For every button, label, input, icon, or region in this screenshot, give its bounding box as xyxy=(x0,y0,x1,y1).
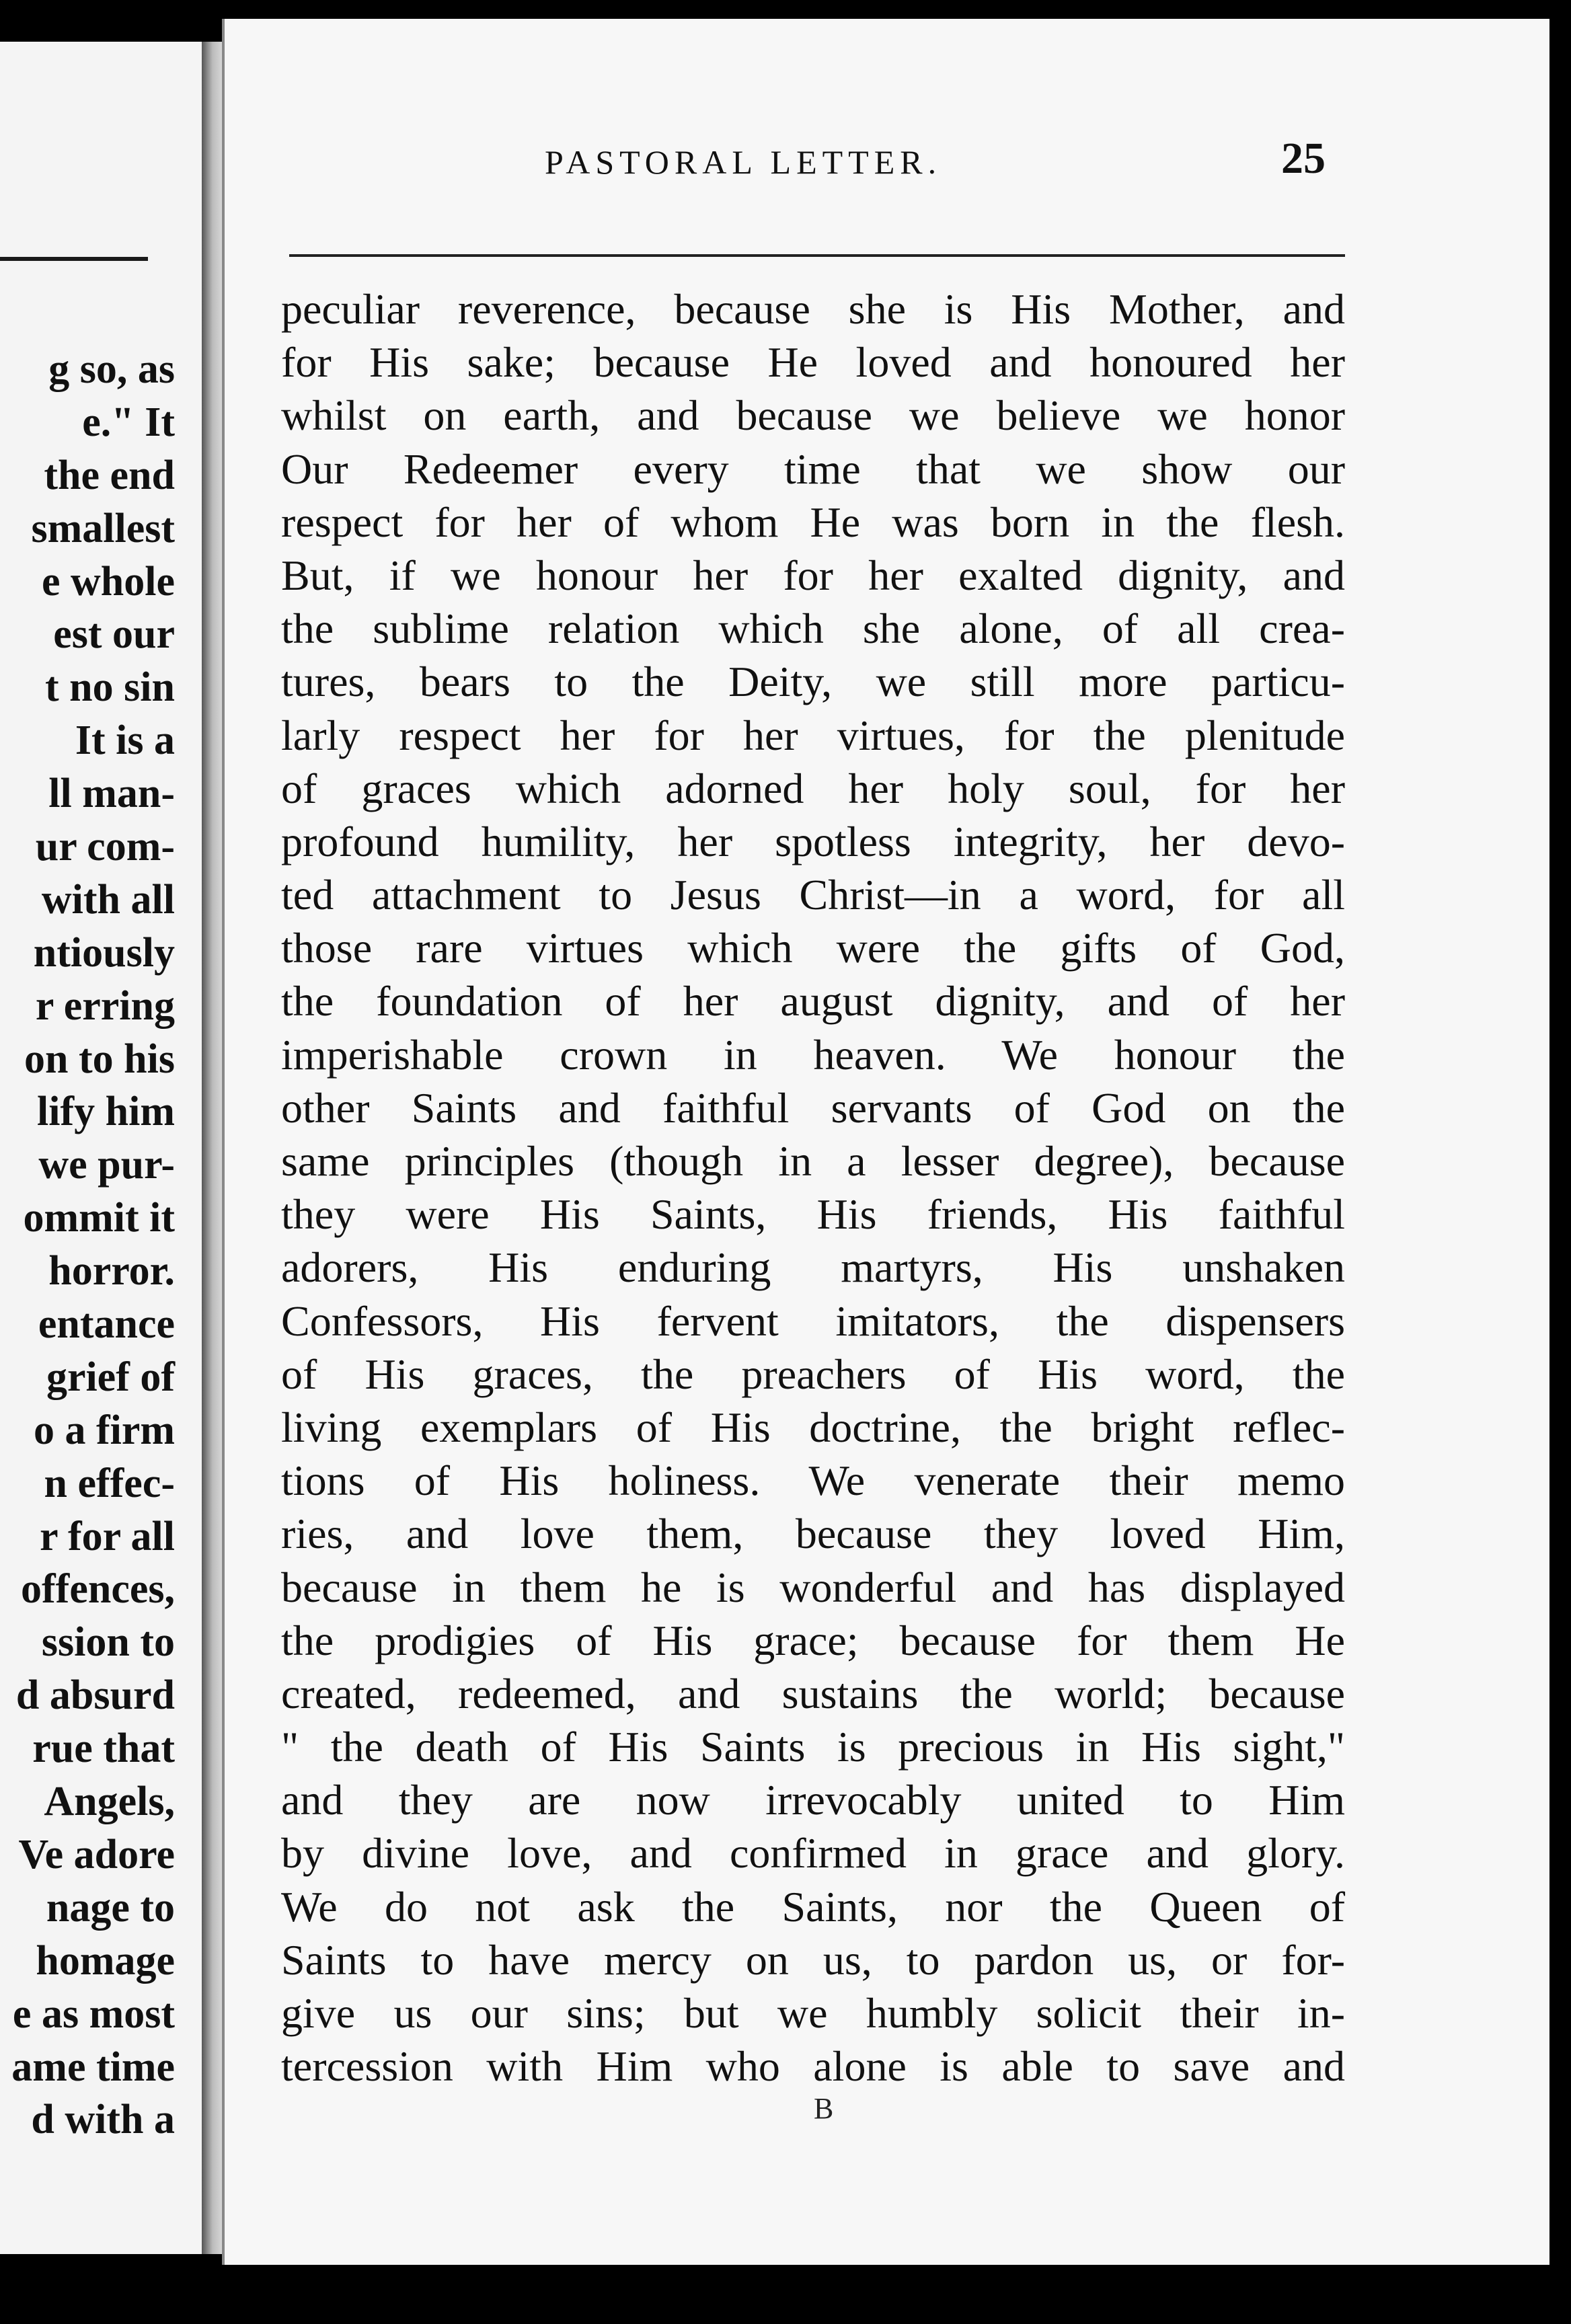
text-line: Our Redeemer every time that we show our xyxy=(281,444,1345,493)
left-page-line: ommit it xyxy=(23,1195,175,1241)
left-page-line: ame time xyxy=(11,2044,175,2090)
left-page-line: r erring xyxy=(35,982,175,1029)
text-line: But, if we honour her for her exalted dignity, and xyxy=(281,551,1345,599)
text-line: give us our sins; but we humbly solicit their in- xyxy=(281,1989,1345,2037)
left-page-line: est our xyxy=(53,611,175,658)
body-text xyxy=(281,282,1345,2093)
page-number: 25 xyxy=(1281,134,1326,183)
text-line: respect for her of whom He was born in the flesh. xyxy=(281,498,1345,546)
text-line: adorers, His enduring martyrs, His unshaken xyxy=(281,1243,1345,1292)
text-line: larly respect her for her virtues, for the plenitude xyxy=(281,711,1345,759)
left-page-line: e whole xyxy=(41,558,175,605)
left-page-line: d absurd xyxy=(15,1672,175,1719)
text-line: of His graces, the preachers of His word, the xyxy=(281,1350,1345,1398)
text-line: living exemplars of His doctrine, the bright reflec- xyxy=(281,1403,1345,1451)
left-page-line: d with a xyxy=(31,2097,175,2143)
text-line: tures, bears to the Deity, we still more particu- xyxy=(281,658,1345,706)
text-line: same principles (though in a lesser degree), because xyxy=(281,1137,1345,1185)
left-page-line: nage to xyxy=(46,1884,175,1931)
text-line: for His sake; because He loved and honoured her xyxy=(281,338,1345,387)
text-line: " the death of His Saints is precious in His sight," xyxy=(281,1723,1345,1771)
text-line: and they are now irrevocably united to Him xyxy=(281,1776,1345,1824)
left-page-line: the end xyxy=(44,452,175,498)
text-line: tions of His holiness. We venerate their memo xyxy=(281,1457,1345,1505)
text-line: created, redeemed, and sustains the world; because xyxy=(281,1669,1345,1717)
running-head: PASTORAL LETTER. xyxy=(545,143,942,181)
left-page-line: grief of xyxy=(46,1354,175,1400)
text-line: the prodigies of His grace; because for them He xyxy=(281,1616,1345,1664)
left-page-line: we pur- xyxy=(38,1142,175,1188)
left-page-text xyxy=(0,343,175,2146)
text-line: by divine love, and confirmed in grace and glory. xyxy=(281,1829,1345,1877)
left-page-line: with all xyxy=(41,876,175,923)
text-line: imperishable crown in heaven. We honour the xyxy=(281,1030,1345,1079)
left-page-line: horror. xyxy=(48,1248,175,1294)
left-page-line: entance xyxy=(38,1301,175,1348)
left-page-line: ntiously xyxy=(33,929,175,976)
text-line: ted attachment to Jesus Christ—in a word, for all xyxy=(281,871,1345,919)
left-page-line: e." It xyxy=(82,399,175,445)
header-rule xyxy=(289,254,1345,257)
text-line: those rare virtues which were the gifts of God, xyxy=(281,924,1345,972)
left-page-line: Angels, xyxy=(44,1779,175,1825)
left-page-line: rue that xyxy=(32,1726,175,1772)
left-page-line: o a firm xyxy=(33,1407,175,1453)
text-line: other Saints and faithful servants of God on the xyxy=(281,1083,1345,1132)
text-line: profound humility, her spotless integrity, her devo- xyxy=(281,817,1345,865)
left-page-line: ssion to xyxy=(41,1619,175,1666)
text-line: the foundation of her august dignity, and of her xyxy=(281,977,1345,1025)
left-page-line: homage xyxy=(36,1937,175,1984)
left-page-line: Ve adore xyxy=(18,1831,175,1877)
left-page-line: g so, as xyxy=(48,346,175,392)
left-page-line: e as most xyxy=(12,1990,175,2037)
text-line: tercession with Him who alone is able to save and xyxy=(281,2042,1345,2091)
text-line: Confessors, His fervent imitators, the dispensers xyxy=(281,1296,1345,1345)
left-page-line: n effec- xyxy=(44,1460,175,1506)
text-line: We do not ask the Saints, nor the Queen of xyxy=(281,1882,1345,1931)
left-page-line: lify him xyxy=(37,1089,175,1135)
text-line: peculiar reverence, because she is His Mother, and xyxy=(281,285,1345,333)
bottom-edge xyxy=(222,2265,1547,2324)
left-header-rule xyxy=(0,257,148,261)
text-line: the sublime relation which she alone, of all crea- xyxy=(281,605,1345,653)
left-page-line: smallest xyxy=(31,505,175,551)
left-page-line: offences, xyxy=(21,1566,175,1613)
text-line: they were His Saints, His friends, His faithful xyxy=(281,1190,1345,1239)
text-line: ries, and love them, because they loved Him, xyxy=(281,1510,1345,1558)
left-page-line: r for all xyxy=(40,1513,175,1559)
text-line: because in them he is wonderful and has displayed xyxy=(281,1563,1345,1611)
text-line: of graces which adorned her holy soul, for her xyxy=(281,764,1345,812)
left-page-line: t no sin xyxy=(45,664,175,711)
left-page-line: ur com- xyxy=(35,824,175,870)
facing-page-left xyxy=(0,42,206,2254)
left-page-line: ll man- xyxy=(48,771,175,817)
signature-mark: B xyxy=(814,2092,834,2125)
text-line: whilst on earth, and because we believe we honor xyxy=(281,391,1345,440)
text-line: Saints to have mercy on us, to pardon us, or for- xyxy=(281,1935,1345,1984)
left-page-line: It is a xyxy=(75,718,175,764)
left-page-line: on to his xyxy=(24,1036,175,1082)
